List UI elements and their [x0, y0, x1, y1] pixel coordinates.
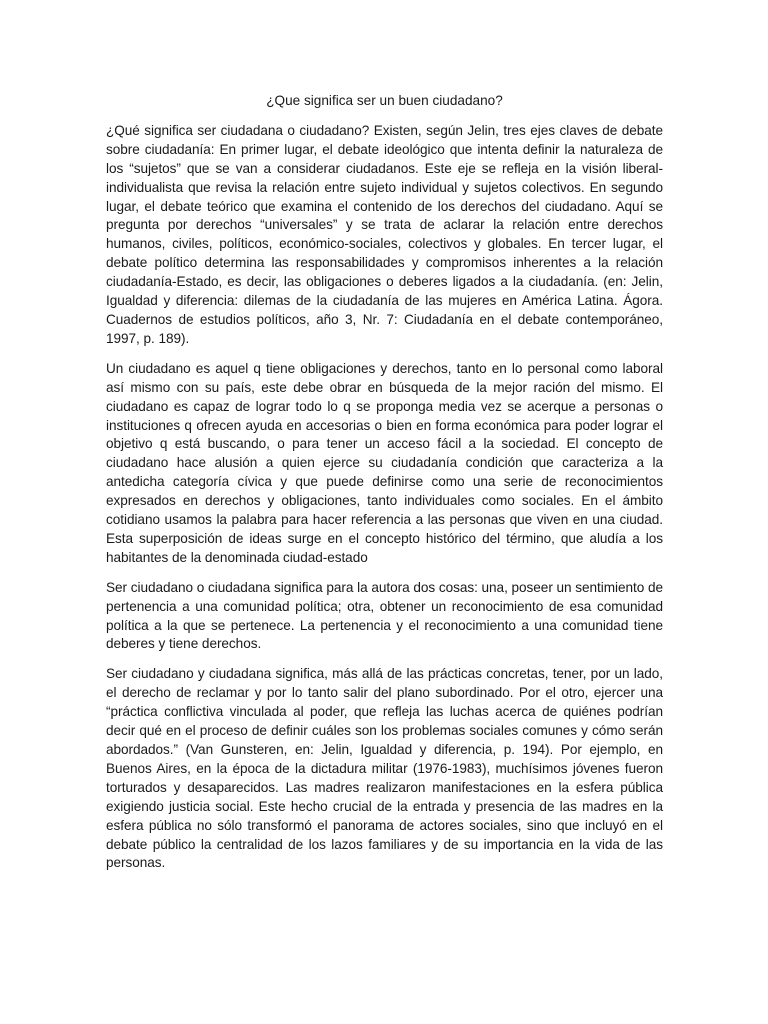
paragraph-2: Un ciudadano es aquel q tiene obligaciones y derechos, tanto en lo personal como laboral así mismo con su país, este debe obrar en búsqueda de la mejor ración del mismo. El ciudadano es capaz de lograr todo lo q se proponga media vez se acerque a personas o instituciones q ofrecen ayuda en accesorias o bien en forma económica para poder lograr el objetivo q está buscando, o para tener un acceso fácil a la sociedad. El concepto de ciudadano hace alusión a quien ejerce su ciudadanía condición que caracteriza a la antedicha categoría cívica y que puede definirse como una serie de reconocimientos expresados en derechos y obligaciones, tanto individuales como sociales. En el ámbito cotidiano usamos la palabra para hacer referencia a las personas que viven en una ciudad. Esta superposición de ideas surge en el concepto histórico del término, que aludía a los habitantes de la denominada ciudad-estado	[106, 360, 663, 565]
paragraph-3: Ser ciudadano o ciudadana significa para la autora dos cosas: una, poseer un sentimiento de pertenencia a una comunidad política; otra, obtener un reconocimiento de esa comunidad política a la que se pertenece. La pertenencia y el reconocimiento a una comunidad tiene deberes y tiene derechos.	[106, 579, 663, 652]
paragraph-4: Ser ciudadano y ciudadana significa, más allá de las prácticas concretas, tener, por un lado, el derecho de reclamar y por lo tanto salir del plano subordinado. Por el otro, ejercer una “práctica conflictiva vinculada al poder, que refleja las luchas acerca de quiénes podrían decir qué en el proceso de definir cuáles son los problemas sociales comunes y cómo serán abordados.” (Van Gunsteren, en: Jelin, Igualdad y diferencia, p. 194). Por ejemplo, en Buenos Aires, en la época de la dictadura militar (1976-1983), muchísimos jóvenes fueron torturados y desaparecidos. Las madres realizaron manifestaciones en la esfera pública exigiendo justicia social. Este hecho crucial de la entrada y presencia de las madres en la esfera pública no sólo transformó el panorama de actores sociales, sino que incluyó en el debate público la centralidad de los lazos familiares y de su importancia en la vida de las personas.	[106, 666, 663, 871]
paragraph-1: ¿Qué significa ser ciudadana o ciudadano? Existen, según Jelin, tres ejes claves de debate sobre ciudadanía: En primer lugar, el debate ideológico que intenta definir la naturaleza de los “sujetos” que se van a considerar ciudadanos. Este eje se refleja en la visión liberal-individualista que revisa la relación entre sujeto individual y sujetos colectivos. En segundo lugar, el debate teórico que examina el contenido de los derechos del ciudadano. Aquí se pregunta por derechos “universales” y se trata de aclarar la relación entre derechos humanos, civiles, políticos, económico-sociales, colectivos y globales. En tercer lugar, el debate político determina las responsabilidades y compromisos inherentes a la relación ciudadanía-Estado, es decir, las obligaciones o deberes ligados a la ciudadanía. (en: Jelin, Igualdad y diferencia: dilemas de la ciudadanía de las mujeres en América Latina. Ágora. Cuadernos de estudios políticos, año 3, Nr. 7: Ciudadanía en el debate contemporáneo, 1997, p. 189).	[106, 122, 663, 346]
page-title: ¿Que significa ser un buen ciudadano?	[266, 93, 503, 108]
